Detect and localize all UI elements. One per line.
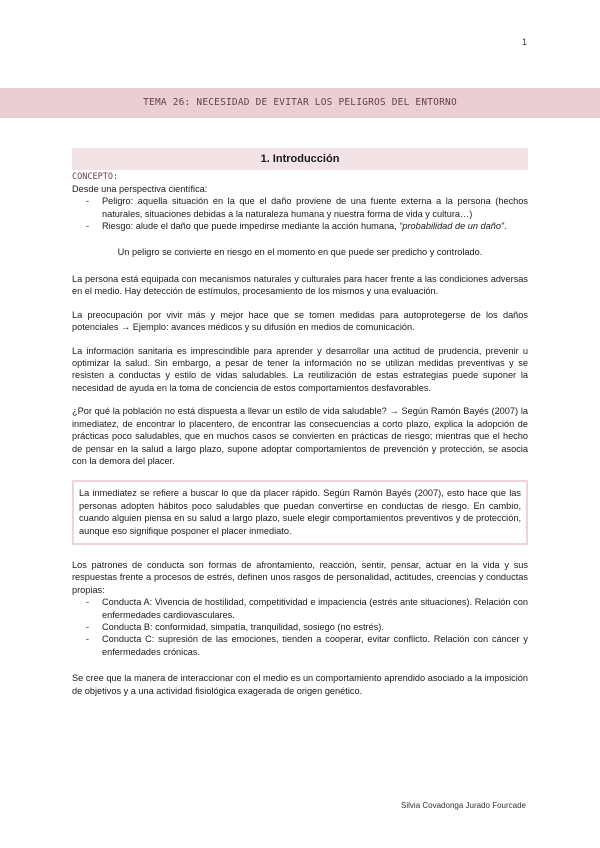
patterns-list <box>72 596 528 658</box>
patterns-intro: Los patrones de conducta son formas de afrontamiento, reacción, sentir, pensar, actuar en la vida y sus respuestas frente a procesos de estrés, definen unos rasgos de personalidad, actitudes, creencias y conductas propias: <box>72 559 528 595</box>
highlight-box <box>72 480 528 545</box>
pattern-item: - Conducta C: supresión de las emociones, tienden a cooperar, evitar conflicto. Relación con cáncer y enfermedades crónicas. <box>102 633 528 658</box>
definitions-list <box>72 195 528 232</box>
paragraph: La persona está equipada con mecanismos naturales y culturales para hacer frente a las condiciones adversas en el medio. Hay detección de estímulos, procesamiento de los mismos y una evaluación. <box>72 274 528 297</box>
centered-statement: Un peligro se convierte en riesgo en el momento en que puede ser predicho y controlado. <box>117 246 483 257</box>
page-title: TEMA 26: NECESIDAD DE EVITAR LOS PELIGROS DEL ENTORNO <box>143 96 457 108</box>
definition-quote: “probabilidad de un daño” <box>399 221 504 232</box>
question-text: ¿Por qué la población no está dispuesta a llevar un estilo de vida saludable? <box>72 406 387 417</box>
question-paragraph <box>72 405 528 467</box>
answer-text: → Según Ramón Bayés (2007) la inmediatez, de encontrar lo placentero, de encontrar las consecuencias a corto plazo, explica la adopción de prácticas poco saludables, que en muchos casos se convierten en prácticas de riesgo; mientras que el hecho de pensar en la salud a largo plazo, supone adoptar comportamientos de prevención y protección, se asocia con la demora del placer. <box>72 406 528 466</box>
section-heading: 1. Introducción <box>72 148 528 170</box>
definition-riesgo <box>102 220 528 232</box>
definition-text: : aquella situación en la que el daño proviene de una fuente externa a la persona (hechos naturales, situaciones debidas a la naturaleza humana y nuestra forma de vida y cultura…) <box>102 196 528 219</box>
pattern-item: - Conducta B: conformidad, simpatía, tranquilidad, sosiego (no estrés). <box>102 621 528 633</box>
document-body <box>72 172 528 697</box>
paragraph: La información sanitaria es imprescindible para aprender y desarrollar una actitud de prudencia, prevenir u optimizar la salud. Sin embargo, a pesar de tener la información no se utilizan medidas preventivas y se resisten a conductas y estilo de vidas saludables. La reutilización de estas estrategias puede suponer la necesidad de ayuda en la toma de conciencia de estos comportamientos desfavorables. <box>72 345 528 393</box>
highlight-text: La inmediatez se refiere a buscar lo que da placer rápido. Según Ramón Bayés (2007), esto hace que las personas adopten hábitos poco saludables que puedan convertirse en conductas de riesgo. En cambio, cuando alguien piensa en su salud a largo plazo, suele elegir comportamientos preventivos y de protección, aunque eso signifique posponer el placer inmediato. <box>79 488 521 536</box>
intro-line: Desde una perspectiva científica: <box>72 184 208 194</box>
concept-label: CONCEPTO: <box>72 172 119 182</box>
definition-end: . <box>504 221 507 232</box>
title-band <box>0 88 600 118</box>
definition-text: : alude el daño que puede impedirse mediante la acción humana, <box>130 221 400 232</box>
closing-paragraph: Se cree que la manera de interaccionar con el medio es un comportamiento aprendido asociado a la imposición de objetivos y a una actividad fisiológica exagerada de origen genético. <box>72 673 528 696</box>
definition-term: Riesgo <box>102 221 131 232</box>
footer-author: Silvia Covadonga Jurado Fourcade <box>401 801 526 810</box>
paragraph: La preocupación por vivir más y mejor hace que se tomen medidas para autoprotegerse de los daños potenciales → Ejemplo: avances médicos y su difusión en medios de comunicación. <box>72 309 528 333</box>
definition-peligro <box>102 195 528 220</box>
definition-term: Peligro <box>102 196 131 207</box>
page-number: 1 <box>521 37 527 47</box>
pattern-item: - Conducta A: Vivencia de hostilidad, competitividad e impaciencia (estrés ante situaciones). Relación con enfermedades cardiovasculares. <box>102 596 528 621</box>
